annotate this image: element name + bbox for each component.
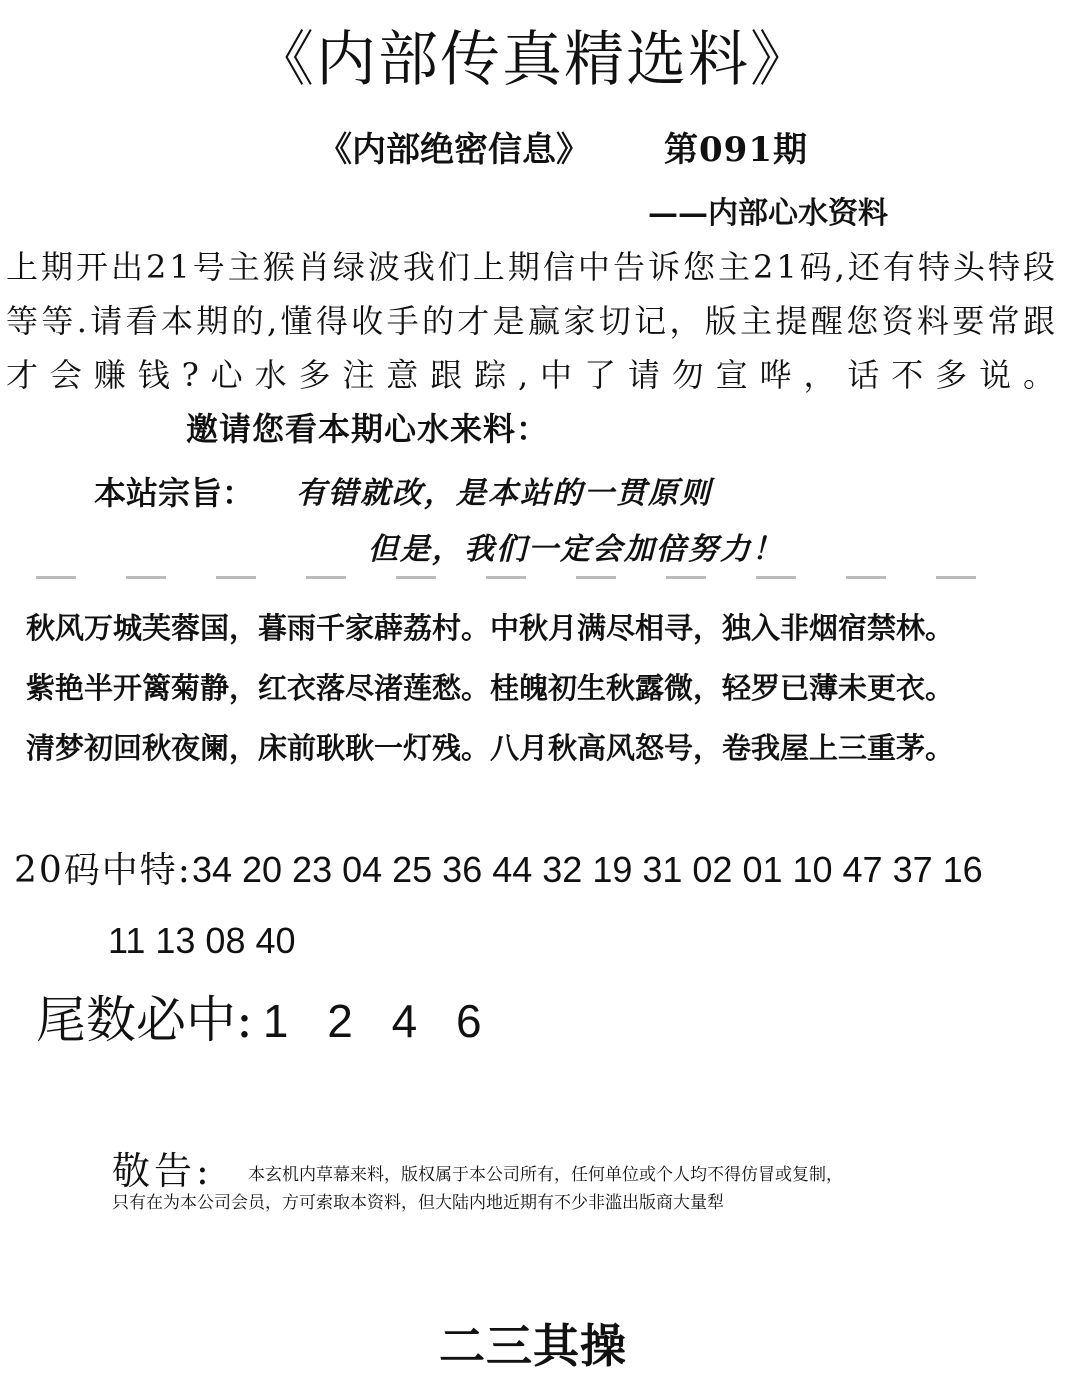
special-numbers-line-1: 34 20 23 04 25 36 44 32 19 31 02 01 10 47 37 16 [191,849,983,890]
notice-line-2: 只有在为本公司会员，方可索取本资料，但大陆内地近期有不少非滥出版商大量犁 [112,1193,724,1213]
special-label: 20码中特: [14,850,192,891]
intro-paragraph [6,240,1058,456]
special-numbers [14,842,983,893]
tail-label: 尾数必中: [36,991,253,1049]
intro-text: 上期开出21号主猴肖绿波我们上期信中告诉您主21码,还有特头特段等等.请看本期的,懂得收手的才是赢家切记，版主提醒您资料要常跟才会赚钱?心水多注意跟踪,中了请勿宣哗，话不多说。 [6,248,1058,394]
poem-line-1: 秋风万城芙蓉国，暮雨千家薜荔村。中秋月满尽相寻，独入非烟宿禁林。 [26,611,955,645]
source-note: ——内部心水资料 [648,196,888,231]
motto-line-2: 但是，我们一定会加倍努力！ [368,532,784,567]
motto-label: 本站宗旨： [94,474,255,512]
tail-digits-values: 1 2 4 6 [262,995,482,1047]
poem-line-3: 清梦初回秋夜阑，床前耿耿一灯残。八月秋高风怒号，卷我屋上三重茅。 [26,731,955,765]
page-title: 《内部传真精选料》 [254,25,812,95]
subtitle: 《内部绝密信息》 [318,130,590,170]
notice-label: 敬告: [112,1149,213,1193]
poem-line-2: 紫艳半开篱菊静，红衣落尽渚莲愁。桂魄初生秋露微，轻罗已薄未更衣。 [26,671,955,705]
notice-line-1: 本玄机内草幕来料，版权属于本公司所有，任何单位或个人均不得仿冒或复制， [248,1165,843,1185]
invite-text: 邀请您看本期心水来料： [186,410,550,448]
issue-number: 第091期 [664,130,808,170]
divider [36,576,1026,579]
motto-line-1: 有错就改，是本站的一贯原则 [296,476,712,511]
special-numbers-line-2: 11 13 08 40 [108,920,296,961]
tail-digits [36,980,482,1052]
footer-text: 二三其操 [439,1319,627,1373]
